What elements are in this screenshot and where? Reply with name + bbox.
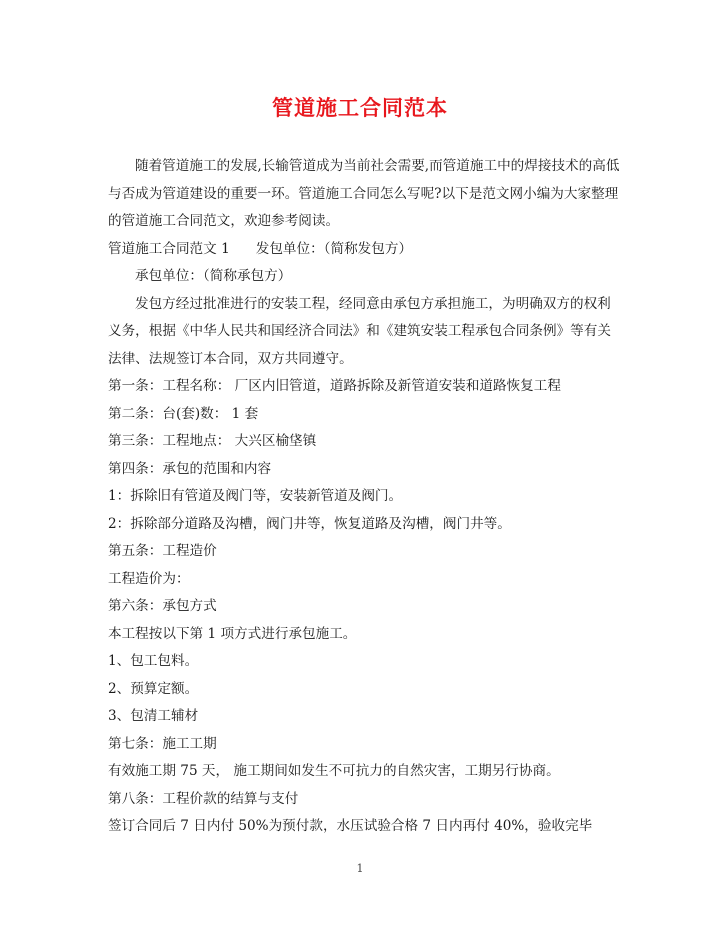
mode-option-1: 1、包工包料。 xyxy=(108,653,199,669)
article-5-line: 第五条：工程造价 xyxy=(108,543,217,559)
duration-line: 有效施工期 75 天， 施工期间如发生不可抗力的自然灾害，工期另行协商。 xyxy=(108,763,560,779)
scope-item-1: 1：拆除旧有管道及阀门等，安装新管道及阀门。 xyxy=(108,488,403,504)
article-4-line: 第四条：承包的范围和内容 xyxy=(108,460,272,477)
article-8-line: 第八条：工程价款的结算与支付 xyxy=(108,790,299,807)
document-title: 管道施工合同范本 xyxy=(272,96,448,120)
intro-paragraph: 随着管道施工的发展,长输管道成为当前社会需要,而管道施工中的焊接技术的高低与否成为管道建设的重要一环。管道施工合同怎么写呢?以下是范文网小编为大家整理的管道施工合同范文，欢迎参考阅读。 xyxy=(108,158,620,229)
scope-item-2: 2：拆除部分道路及沟槽，阀门井等，恢复道路及沟槽，阀门井等。 xyxy=(108,515,511,532)
mode-option-2: 2、预算定额。 xyxy=(108,680,199,697)
payment-line: 签订合同后 7 日内付 50%为预付款，水压试验合格 7 日内再付 40%，验收完毕 xyxy=(108,818,593,834)
article-3-line: 第三条：工程地点： 大兴区榆垡镇 xyxy=(108,433,317,449)
contract-mode-line: 本工程按以下第 1 项方式进行承包施工。 xyxy=(108,625,357,642)
sample-heading-line xyxy=(108,236,620,264)
page-number: 1 xyxy=(356,862,364,875)
article-6-line: 第六条：承包方式 xyxy=(108,598,217,614)
article-2-line: 第二条：台(套)数： 1 套 xyxy=(108,405,259,422)
cost-line: 工程造价为： xyxy=(108,570,190,587)
sample-heading: 管道施工合同范文 1 xyxy=(108,240,230,257)
mode-option-3: 3、包清工辅材 xyxy=(108,708,199,724)
preamble-paragraph: 发包方经过批准进行的安装工程，经同意由承包方承担施工，为明确双方的权利义务，根据《中华人民共和国经济合同法》和《建筑安装工程承包合同条例》等有关法律、法规签订本合同，双方共同遵守。 xyxy=(108,295,611,367)
article-1-line: 第一条：工程名称： 厂区内旧管道，道路拆除及新管道安装和道路恢复工程 xyxy=(108,378,561,394)
party-b-line: 承包单位：（简称承包方） xyxy=(135,268,292,284)
document-body xyxy=(108,153,620,841)
article-7-line: 第七条：施工工期 xyxy=(108,735,217,752)
party-a-line: 发包单位：（简称发包方） xyxy=(255,240,413,257)
